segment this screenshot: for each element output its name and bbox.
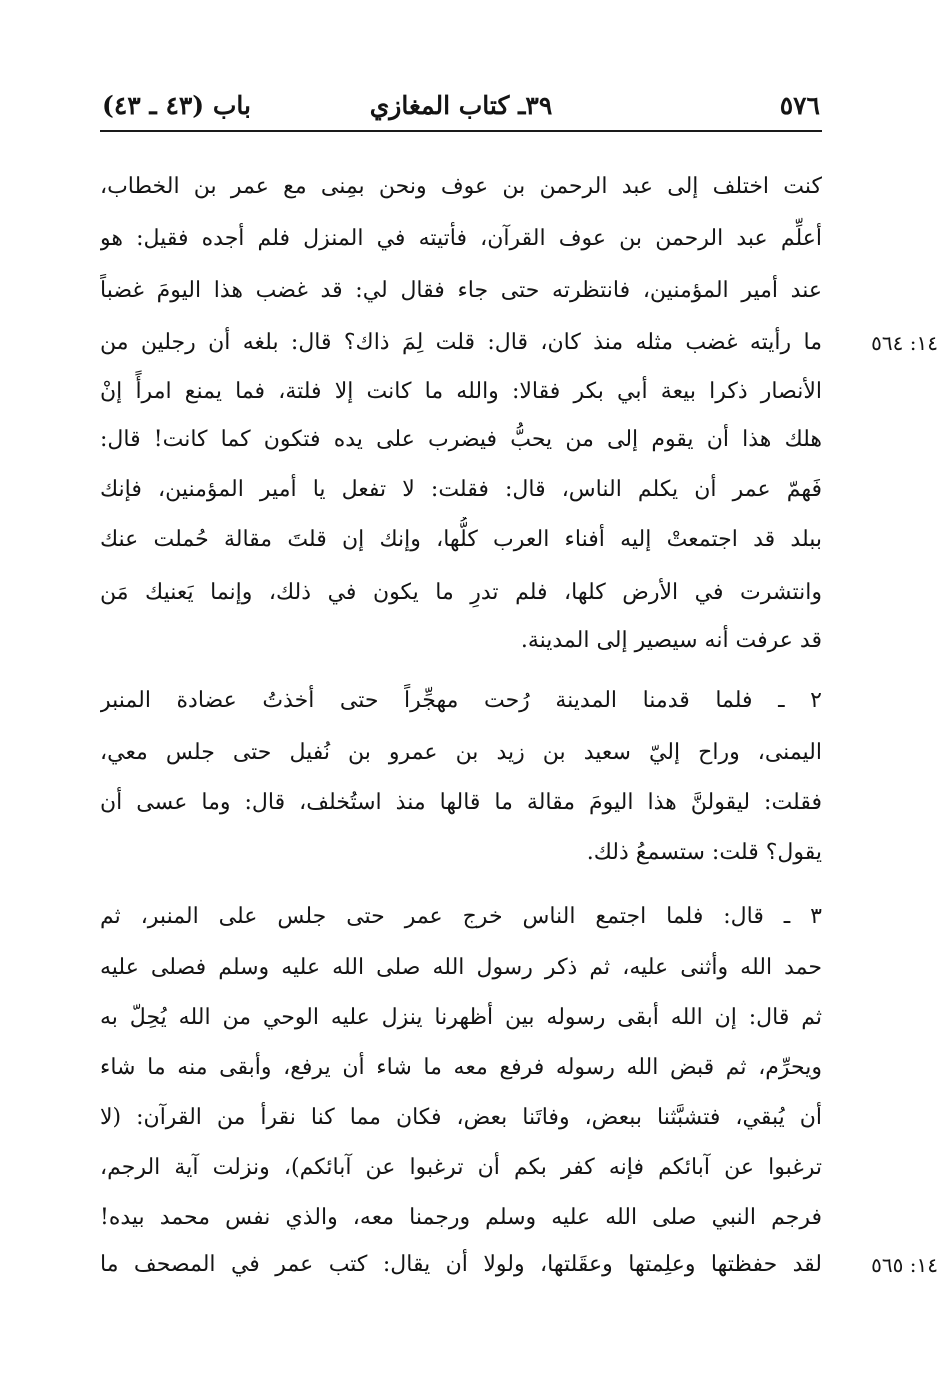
text-line: ثم قال: إن الله أبقى رسوله بين أظهرنا ينزل عليه الوحي من الله يُحِلّ به — [100, 1005, 822, 1030]
text-line: ٢ ـ فلما قدمنا المدينة رُحت مهجِّراً حتى أخذتُ عضادة المنبر — [100, 688, 822, 713]
margin-reference: ١٤: ٥٦٤ — [871, 331, 938, 355]
text-line: اليمنى، وراح إليّ سعيد بن زيد بن عمرو بن نُفيل حتى جلس معي، — [100, 740, 822, 765]
text-line: عند أمير المؤمنين، فانتظرته حتى جاء فقال لي: قد غضب هذا اليومَ غضباً — [100, 278, 822, 303]
page-header — [100, 88, 822, 124]
text-line: ببلد قد اجتمعتْ إليه أفناء العرب كلُّها، وإنك إن قلتَ مقالة حُملت عنك — [100, 527, 822, 552]
text-line: الأنصار ذكرا بيعة أبي بكر فقالا: والله ما كانت إلا فلتة، فما يمنع امرأً إنْ — [100, 379, 822, 404]
text-line: ٣ ـ قال: فلما اجتمع الناس خرج عمر حتى جلس على المنبر، ثم — [100, 904, 822, 929]
text-line: أعلِّم عبد الرحمن بن عوف القرآن، فأتيته في المنزل فلم أجده فقيل: هو — [100, 226, 822, 251]
text-line: فَهمّ عمر أن يكلم الناس، قال: فقلت: لا تفعل يا أمير المؤمنين، فإنك — [100, 477, 822, 502]
text-line: يقول؟ قلت: ستسمعُ ذلك. — [586, 840, 822, 865]
text-line: هلك هذا أن يقوم إلى من يحبُّ فيضرب على يده فتكون كما كانت! قال: — [100, 427, 822, 452]
text-line: فرجم النبي صلى الله عليه وسلم ورجمنا معه، والذي نفس محمد بيده! — [100, 1205, 822, 1230]
text-line: ترغبوا عن آبائكم فإنه كفر بكم أن ترغبوا عن آبائكم)، ونزلت آية الرجم، — [100, 1155, 822, 1180]
text-line: أن يُبقي، فتشبَّثنا ببعض، وفاتَنا بعض، فكان مما كنا نقرأ من القرآن: (لا — [100, 1105, 822, 1130]
text-line: حمد الله وأثنى عليه، ثم ذكر رسول الله صلى الله عليه وسلم فصلى عليه — [100, 955, 822, 980]
text-line: فقلت: ليقولنَّ هذا اليومَ مقالة ما قالها منذ استُخلف، قال: وما عسى أن — [100, 790, 822, 815]
book-title: ٣٩ـ كتاب المغازي — [369, 91, 553, 120]
text-line: وانتشرت في الأرض كلها، فلم تدرِ ما يكون في ذلك، وإنما يَعنيك مَن — [100, 580, 822, 605]
text-line: كنت اختلف إلى عبد الرحمن بن عوف ونحن بمِنى مع عمر بن الخطاب، — [100, 174, 822, 199]
page-number: ٥٧٦ — [779, 91, 820, 120]
text-line: لقد حفظتها وعلِمتها وعقَلتها، ولولا أن يقال: كتب عمر في المصحف ما — [100, 1252, 822, 1277]
header-rule — [100, 130, 822, 132]
text-line: ويحرِّم، ثم قبض الله رسوله فرفع معه ما شاء أن يرفع، وأبقى منه ما شاء — [100, 1055, 822, 1080]
margin-reference: ١٤: ٥٦٥ — [871, 1253, 938, 1277]
chapter-label: باب (٤٣ ـ ٤٣) — [102, 91, 251, 120]
text-line: ما رأيته غضب مثله منذ كان، قال: قلت لِمَ ذاك؟ قال: بلغه أن رجلين من — [100, 330, 822, 355]
text-line: قد عرفت أنه سيصير إلى المدينة. — [520, 628, 822, 653]
